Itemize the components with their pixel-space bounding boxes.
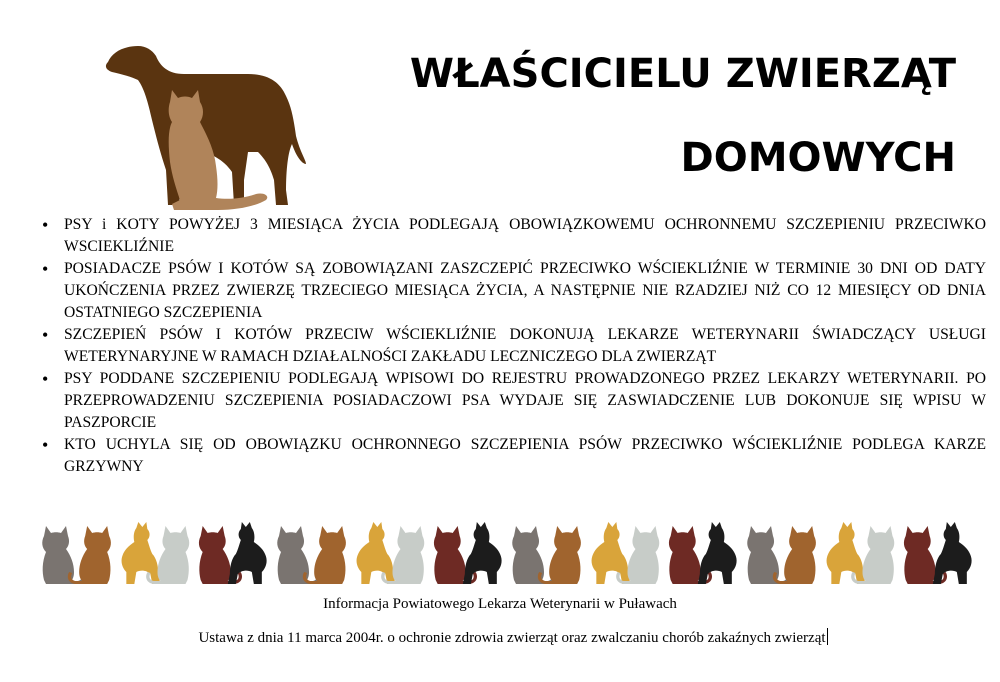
dog-and-cat-logo-icon [98,40,308,215]
cat-silhouette-icon [512,526,555,584]
cat-silhouette-icon [773,526,816,584]
cat-silhouette-icon [68,526,111,584]
cat-border-decoration [38,522,978,584]
cat-silhouette-icon [698,522,737,584]
rules-list [36,214,986,478]
cat-silhouette-icon [357,522,396,584]
title-line-2: DOMOWYCH [680,135,956,181]
cat-silhouette-icon [933,522,972,584]
rule-item: • SZCZEPIEŃ PSÓW I KOTÓW PRZECIW WŚCIEKLIŹNIE DOKONUJĄ LEKARZE WETERYNARII ŚWIADCZĄCY USŁUGI WETERYNARYJNE W RAMACH DZIAŁALNOŚCI ZAKŁADU LECZNICZEGO DLA ZWIERZĄT [64,324,986,368]
footer-law [0,628,1000,647]
rule-item: • KTO UCHYLA SIĘ OD OBOWIĄZKU OCHRONNEGO SZCZEPIENIA PSÓW PRZECIWKO WŚCIEKLIŹNIE PODLEGA KARZE GRZYWNY [64,434,986,478]
cat-silhouette-icon [303,526,346,584]
footer-info [0,596,1000,613]
title-line-1: WŁAŚCICIELU ZWIERZĄT [409,51,956,97]
footer-info-text: Informacja Powiatowego Lekarza Weterynarii w Puławach [323,596,677,612]
cat-silhouette-icon [463,522,502,584]
cat-silhouette-icon [228,522,267,584]
footer-law-text: Ustawa z dnia 11 marca 2004r. o ochronie zdrowia zwierząt oraz zwalczaniu chorób zakaźnych zwierząt [198,630,826,646]
text-cursor [827,628,828,645]
cat-silhouette-icon [827,522,866,584]
cat-silhouette-icon [122,522,161,584]
rule-item: • PSY i KOTY POWYŻEJ 3 MIESIĄCA ŻYCIA PODLEGAJĄ OBOWIĄZKOWEMU OCHRONNEMU SZCZEPIENIU PRZECIWKO WSCIEKLIŹNIE [64,214,986,258]
rule-item: • PSY PODDANE SZCZEPIENIU PODLEGAJĄ WPISOWI DO REJESTRU PROWADZONEGO PRZEZ LEKARZY WETERYNARII. PO PRZEPROWADZENIU SZCZEPIENIA POSIADACZOWI PSA WYDAJE SIĘ ZASWIADCZENIE LUB DOKONUJE SIĘ WPISU W PASZPORCIE [64,368,986,434]
cat-silhouette-icon [42,526,85,584]
cat-silhouette-icon [747,526,790,584]
rule-item: • POSIADACZE PSÓW I KOTÓW SĄ ZOBOWIĄZANI ZASZCZEPIĆ PRZECIWKO WŚCIEKLIŹNIE W TERMINIE 30 DNI OD DATY UKOŃCZENIA PRZEZ ZWIERZĘ TRZECIEGO MIESIĄCA ŻYCIA, A NASTĘPNIE NIE RZADZIEJ NIŻ CO 12 MIESIĘCY OD DNIA OSTATNIEGO SZCZEPIENIA [64,258,986,324]
cat-silhouette-icon [538,526,581,584]
cat-silhouette-icon [277,526,320,584]
cat-silhouette-icon [592,522,631,584]
